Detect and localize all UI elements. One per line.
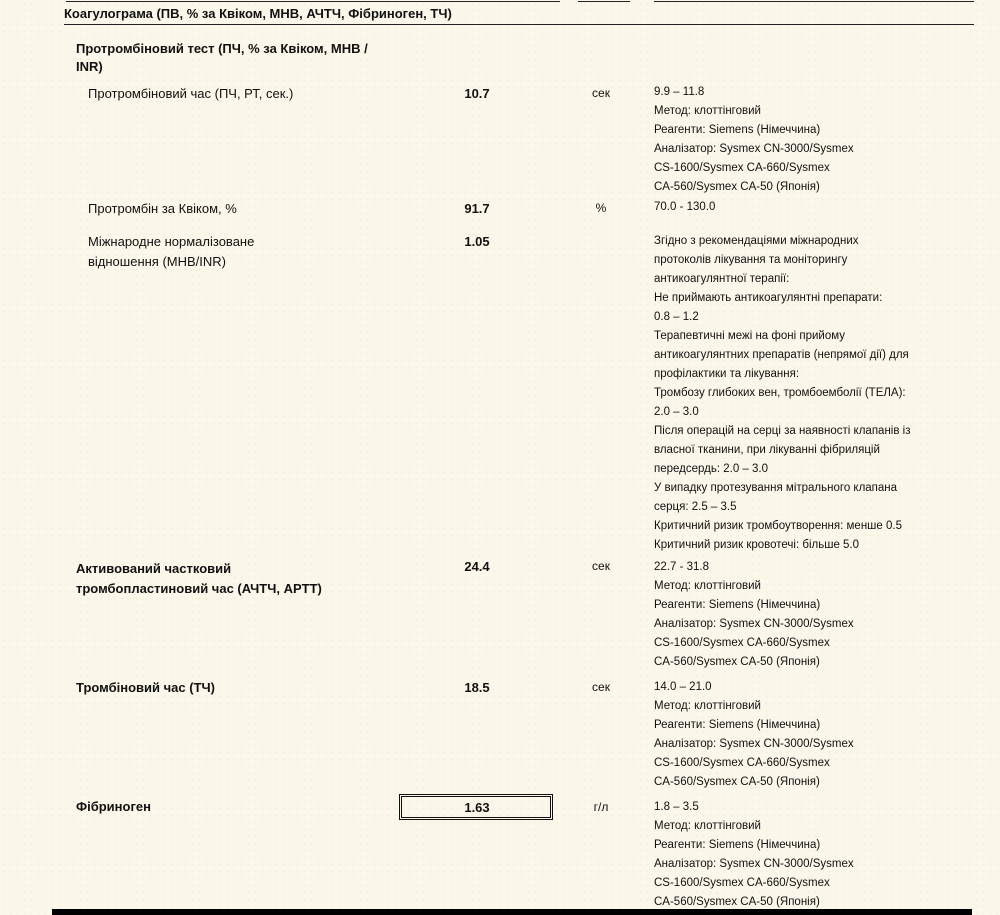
test-name-prothrombin-time: Протромбіновий час (ПЧ, РТ, сек.) [88,86,294,101]
reference-thrombin-time: 14.0 – 21.0 Метод: клоттінговий Реагенти: Siemens (Німеччина) Аналізатор: Sysmex CN-3000/Sysmex CS-1600/Sysmex CA-660/Sysmex CA-560/Sysmex CA-50 (Японія) [654,681,854,788]
test-name-thrombin-time: Тромбіновий час (ТЧ) [76,680,215,695]
result-prothrombin-time: 10.7 [464,86,490,101]
section-title: Коагулограма (ПВ, % за Квіком, МНВ, АЧТЧ, Фібриноген, ТЧ) [64,6,452,21]
unit-fibrinogen: г/л [593,800,609,814]
top-divider-2 [578,1,630,2]
reference-fibrinogen: 1.8 – 3.5 Метод: клоттінговий Реагенти: Siemens (Німеччина) Аналізатор: Sysmex CN-3000/Sysmex CS-1600/Sysmex CA-660/Sysmex CA-560/Sysmex CA-50 (Японія) [654,801,854,908]
reference-aptt: 22.7 - 31.8 Метод: клоттінговий Реагенти: Siemens (Німеччина) Аналізатор: Sysmex CN-3000/Sysmex CS-1600/Sysmex CA-660/Sysmex CA-560/Sysmex CA-50 (Японія) [654,561,854,668]
result-thrombin-time: 18.5 [464,680,490,695]
top-divider-3 [654,1,974,2]
test-name-aptt: Активований частковий тромбопластиновий час (АЧТЧ, APTT) [76,561,322,596]
unit-thrombin-time: сек [592,680,610,694]
test-name-inr: Міжнародне нормалізоване відношення (МНВ/INR) [88,234,255,269]
reference-inr: Згідно з рекомендаціями міжнародних протоколів лікування та моніторингу антикоагулянтної терапії: Не приймають антикоагулянтні препарати: 0.8 – 1.2 Терапевтичні межі на фоні прийому антикоагулянтних препаратів (непрямої дії) для профілактики та лікування: Тромбозу глибоких вен, тромбоемболії (ТЕЛА): 2.0 – 3.0 Після операцій на серці за наявності клапанів із власної тканини, при лікуванні фібриляцій передсердь: 2.0 – 3.0 У випадку протезування мітрального клапана серця: 2.5 – 3.5 Критичний ризик тромбоутворення: менше 0.5 Критичний ризик кровотечі: більше 5.0 [654,235,911,551]
test-name-quick: Протромбін за Квіком, % [88,201,237,216]
result-fibrinogen: 1.63 [464,800,490,815]
bottom-bar [52,909,972,915]
top-divider-1 [66,1,560,2]
result-inr: 1.05 [464,234,490,249]
unit-prothrombin-time: сек [592,86,610,100]
unit-quick: % [595,201,607,215]
section-underline [64,24,974,25]
result-aptt: 24.4 [464,559,490,574]
reference-quick: 70.0 - 130.0 [654,201,716,213]
reference-prothrombin-time: 9.9 – 11.8 Метод: клоттінговий Реагенти: Siemens (Німеччина) Аналізатор: Sysmex CN-3000/Sysmex CS-1600/Sysmex CA-660/Sysmex CA-560/Sysmex CA-50 (Японія) [654,86,854,193]
group-title: Протромбіновий тест (ПЧ, % за Квіком, МНВ / INR) [76,41,368,74]
result-quick: 91.7 [464,201,490,216]
unit-aptt: сек [592,559,610,573]
test-name-fibrinogen: Фібриноген [76,799,151,814]
